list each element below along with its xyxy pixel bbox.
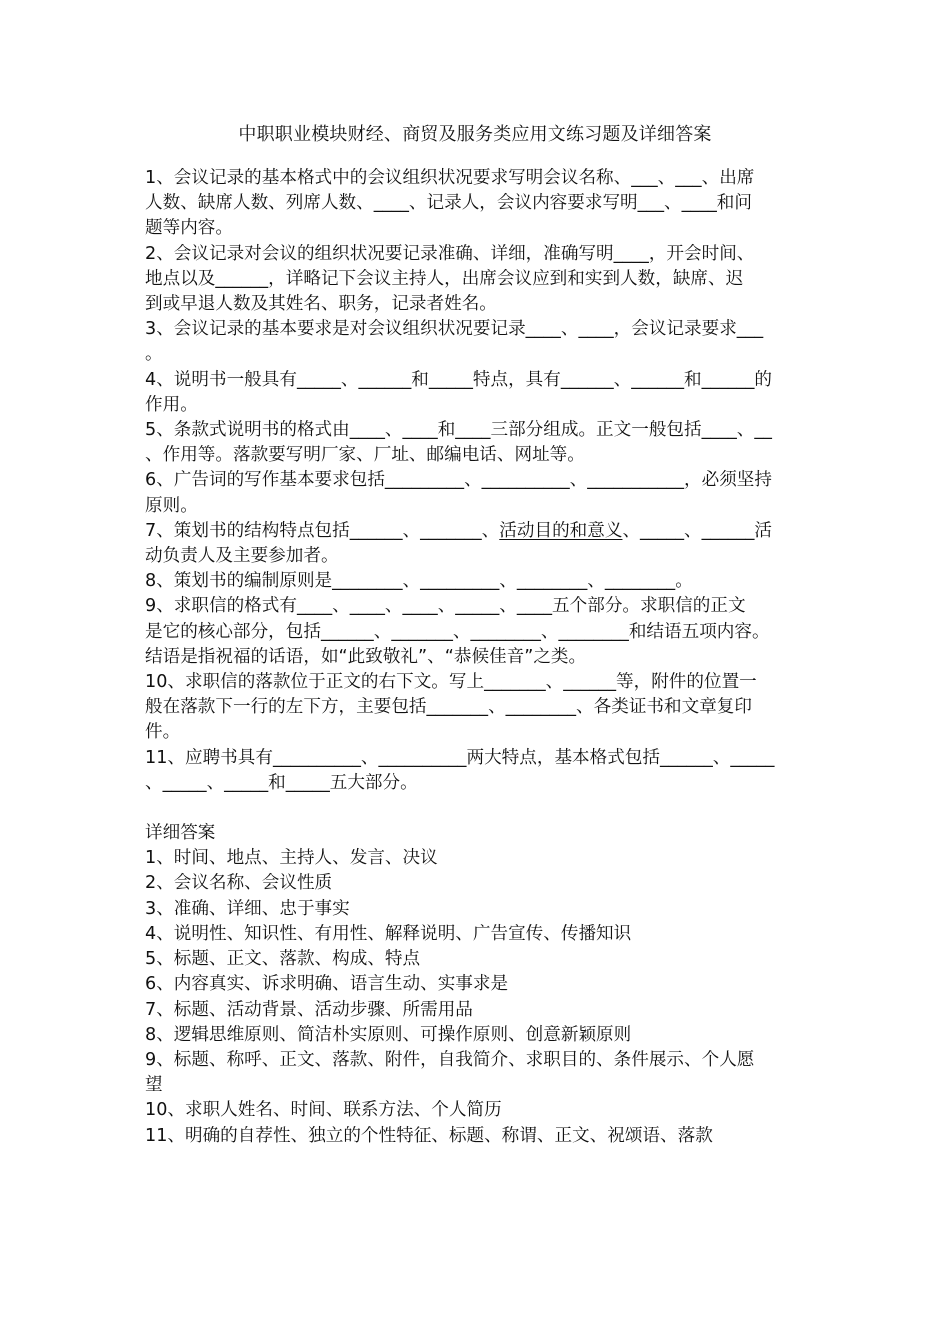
answer-item: 6、内容真实、诉求明确、语言生动、实事求是 [145, 974, 509, 995]
question-11 [145, 746, 815, 796]
document-title: 中职职业模块财经、商贸及服务类应用文练习题及详细答案 [238, 124, 712, 145]
question-line: 般在落款下一行的左下方，主要包括_______、________、各类证书和文章复印 [145, 697, 752, 718]
question-line: 、作用等。落款要写明厂家、厂址、邮编电话、网址等。 [145, 445, 585, 466]
question-line: 10、求职信的落款位于正文的右下文。写上_______、______等，附件的位置一 [145, 672, 757, 693]
question-9 [145, 594, 815, 670]
question-line: 结语是指祝福的话语，如“此致敬礼”、“恭候佳音”之类。 [145, 646, 587, 667]
answer-item: 8、逻辑思维原则、简洁朴实原则、可操作原则、创意新颖原则 [145, 1024, 632, 1045]
document-body [145, 166, 815, 1149]
question-line: 、_____、_____和_____五大部分。 [145, 772, 418, 793]
question-line: 8、策划书的编制原则是________、_________、________、________。 [145, 571, 693, 592]
question-text: 7、策划书的结构特点包括______、_______、 [145, 520, 500, 541]
question-line: 题等内容。 [145, 218, 233, 239]
question-8 [145, 569, 815, 594]
answer-item: 1、时间、地点、主持人、发言、决议 [145, 848, 438, 869]
question-1 [145, 166, 815, 242]
section-spacer [145, 796, 815, 821]
answer-item: 望 [145, 1075, 163, 1096]
question-6 [145, 468, 815, 518]
question-line: 。 [145, 344, 163, 365]
question-line: 5、条款式说明书的格式由____、____和____三部分组成。正文一般包括____、__ [145, 420, 772, 441]
question-10 [145, 670, 815, 746]
answer-item: 11、明确的自荐性、独立的个性特征、标题、称谓、正文、祝颂语、落款 [145, 1125, 713, 1146]
question-line: 2、会议记录对会议的组织状况要记录准确、详细，准确写明____，开会时间、 [145, 243, 755, 264]
question-line: 6、广告词的写作基本要求包括_________、__________、___________，必须坚持 [145, 470, 772, 491]
answers-section [145, 821, 815, 1149]
question-line: 是它的核心部分，包括______、_______、________、________和结语五项内容。 [145, 621, 770, 642]
question-line: 动负责人及主要参加者。 [145, 546, 339, 567]
answer-item: 3、准确、详细、忠于事实 [145, 898, 350, 919]
question-line: 件。 [145, 722, 181, 743]
answer-item: 9、标题、称呼、正文、落款、附件，自我简介、求职目的、条件展示、个人愿 [145, 1049, 755, 1070]
question-line: 4、说明书一般具有_____、______和_____特点，具有______、______和______的 [145, 369, 772, 390]
question-7 [145, 519, 815, 569]
answer-item: 10、求职人姓名、时间、联系方法、个人简历 [145, 1100, 502, 1121]
question-3 [145, 317, 815, 367]
question-line [145, 519, 815, 544]
answers-heading: 详细答案 [145, 823, 216, 844]
question-line: 9、求职信的格式有____、____、____、_____、____五个部分。求职信的正文 [145, 596, 746, 617]
question-line: 1、会议记录的基本格式中的会议组织状况要求写明会议名称、___、___、出席 [145, 168, 755, 188]
question-4 [145, 368, 815, 418]
question-line: 人数、缺席人数、列席人数、____、记录人，会议内容要求写明___、____和问 [145, 193, 752, 214]
question-text: 、_____、______活 [622, 520, 773, 541]
question-line: 3、会议记录的基本要求是对会议组织状况要记录____、____，会议记录要求___ [145, 319, 764, 340]
question-2 [145, 242, 815, 318]
underlined-text: 活动目的和意义 [499, 520, 623, 541]
question-line: 作用。 [145, 394, 198, 415]
answer-item: 7、标题、活动背景、活动步骤、所需用品 [145, 999, 473, 1020]
answer-item: 4、说明性、知识性、有用性、解释说明、广告宣传、传播知识 [145, 923, 632, 944]
answer-item: 5、标题、正文、落款、构成、特点 [145, 949, 421, 970]
question-5 [145, 418, 815, 468]
answer-item: 2、会议名称、会议性质 [145, 873, 333, 894]
question-line: 地点以及______，详略记下会议主持人，出席会议应到和实到人数，缺席、迟 [145, 268, 744, 289]
question-line: 到或早退人数及其姓名、职务，记录者姓名。 [145, 294, 497, 315]
question-line: 原则。 [145, 495, 198, 516]
question-line: 11、应聘书具有__________、__________两大特点，基本格式包括______、_____ [145, 747, 775, 768]
